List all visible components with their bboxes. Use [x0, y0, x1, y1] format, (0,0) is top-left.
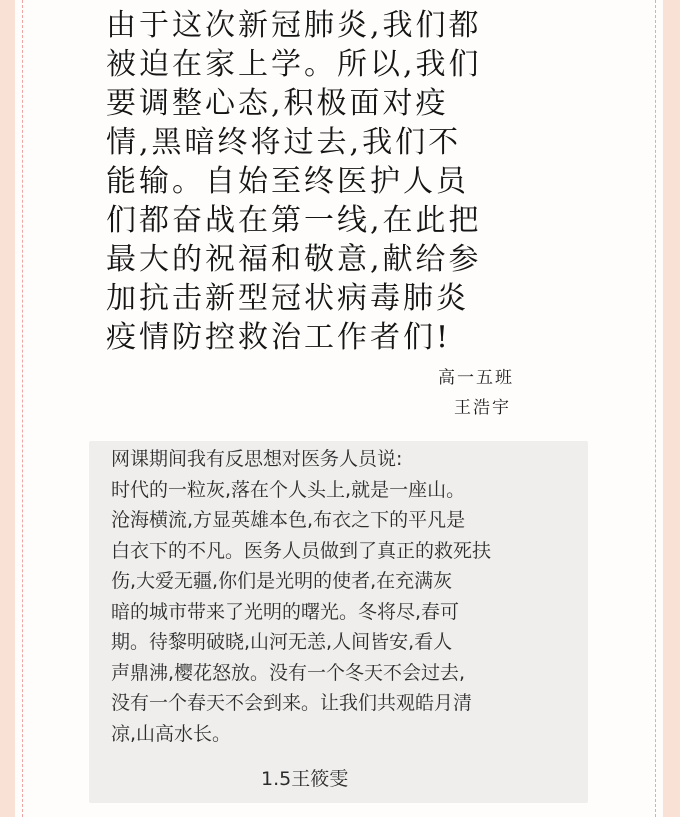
message-line: 沧海横流,方显英雄本色,布衣之下的平凡是 — [111, 509, 466, 531]
message-signature: 1.5王筱雯 — [261, 768, 349, 790]
message-line: 网课期间我有反思想对医务人员说: — [111, 448, 403, 470]
letter-line: 疫情防控救治工作者们! — [106, 320, 452, 355]
message-line: 期。待黎明破晓,山河无恙,人间皆安,看人 — [111, 631, 453, 653]
letter-line: 能输。自始至终医护人员 — [106, 164, 469, 199]
letter-line: 由于这次新冠肺炎,我们都 — [106, 8, 482, 43]
letter-class-label: 高一五班 — [438, 368, 514, 388]
letter-line: 加抗击新型冠状病毒肺炎 — [106, 281, 469, 316]
message-line: 声鼎沸,樱花怒放。没有一个冬天不会过去, — [111, 661, 466, 684]
letter-line: 被迫在家上学。所以,我们 — [106, 47, 482, 82]
message-card — [89, 441, 588, 803]
message-line: 白衣下的不凡。医务人员做到了真正的救死扶 — [111, 539, 492, 562]
handwritten-letter — [106, 6, 576, 357]
letter-line: 们都奋战在第一线,在此把 — [106, 203, 482, 238]
letter-line: 要调整心态,积极面对疫 — [106, 86, 449, 121]
right-dashed-border — [655, 0, 656, 817]
message-line: 时代的一粒灰,落在个人头上,就是一座山。 — [111, 478, 466, 501]
message-line: 凉,山高水长。 — [111, 722, 232, 745]
letter-line: 最大的祝福和敬意,献给参 — [106, 242, 482, 277]
letter-line: 情,黑暗终将过去,我们不 — [106, 125, 462, 160]
message-line: 没有一个春天不会到来。让我们共观皓月清 — [111, 692, 473, 714]
message-text — [111, 444, 581, 749]
letter-author: 王浩宇 — [454, 398, 511, 418]
message-line: 伤,大爱无疆,你们是光明的使者,在充满灰 — [111, 570, 453, 592]
left-dashed-border — [22, 0, 23, 817]
message-line: 暗的城市带来了光明的曙光。冬将尽,春可 — [111, 600, 460, 623]
